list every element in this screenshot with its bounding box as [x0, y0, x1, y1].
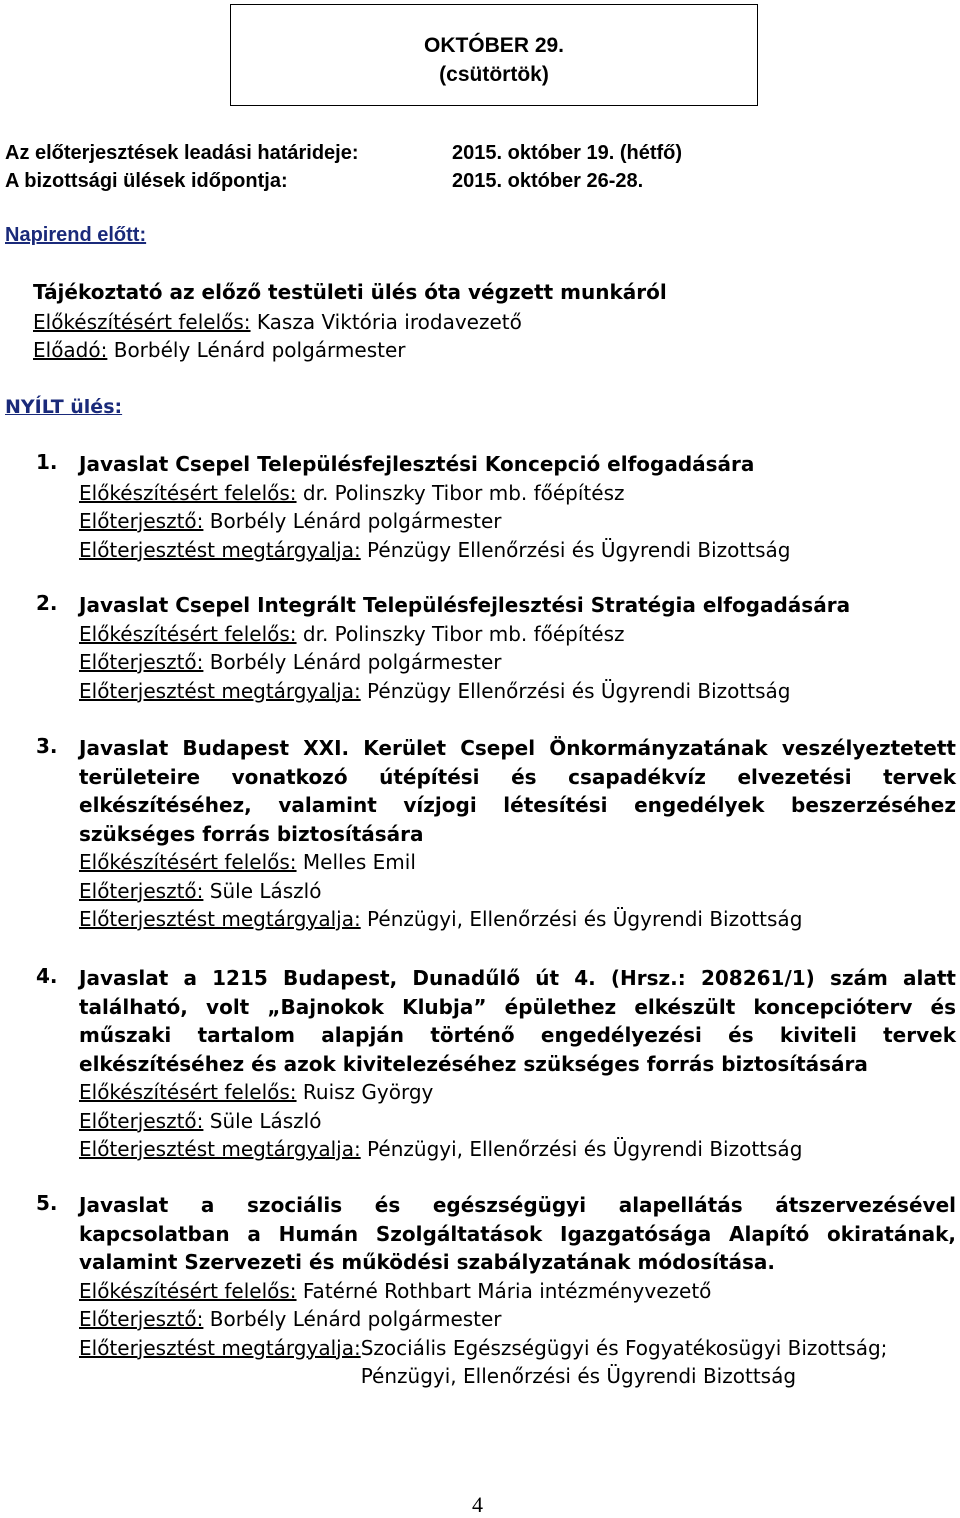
committee-label: Előterjesztést megtárgyalja: — [79, 678, 361, 703]
committee-label: Előterjesztést megtárgyalja: — [79, 907, 361, 931]
agenda-item-4 — [36, 964, 956, 1164]
item-title: Javaslat Csepel Integrált Településfejlesztési Stratégia elfogadására — [79, 593, 851, 617]
deadline-value: 2015. október 26-28. — [452, 170, 644, 192]
submitter-value: Süle László — [203, 878, 322, 903]
deadline-value: 2015. október 19. (hétfő) — [452, 142, 683, 164]
deadline-row-committee — [5, 167, 682, 195]
item-number: 3. — [36, 734, 58, 758]
open-session-heading: NYÍLT ülés: — [5, 396, 123, 418]
prep-value: Fatérné Rothbart Mária intézményvezető — [296, 1278, 712, 1303]
submitter-label: Előterjesztő: — [79, 509, 204, 533]
agenda-item-5 — [36, 1191, 956, 1391]
item-committee — [79, 677, 956, 706]
item-prep — [79, 1277, 956, 1306]
deadline-row-submission — [5, 139, 682, 167]
committee-label: Előterjesztést megtárgyalja: — [79, 1335, 361, 1360]
item-title: Javaslat Budapest XXI. Kerület Csepel Önkormányzatának veszélyeztetett területeire vonatkozó útépítési és csapadékvíz elvezetési tervek elkészítéséhez, valamint vízjogi létesítési engedélyek beszerzéséhez szükséges forrás biztosítására — [79, 736, 956, 846]
item-prep — [79, 1078, 956, 1107]
prep-label: Előkészítésért felelős: — [79, 480, 297, 505]
committee-value: Szociális Egészségügyi és Fogyatékosügyi Bizottság; — [360, 1335, 888, 1360]
committee-label: Előterjesztést megtárgyalja: — [79, 537, 361, 562]
item-number: 2. — [36, 591, 58, 615]
submitter-value: Borbély Lénárd polgármester — [203, 650, 502, 674]
prep-value: Kasza Viktória irodavezető — [250, 310, 522, 334]
item-title: Javaslat a 1215 Budapest, Dunadűlő út 4. (Hrsz.: 208261/1) szám alatt található, volt „Bajnokok Klubja” épülethez elkészült koncepcióterv és műszaki tartalom alapján történő engedélyezési és kiviteli tervek elkészítéséhez és azok kivitelezéséhez szükséges forrás biztosítására — [79, 966, 956, 1076]
pre-agenda-title: Tájékoztató az előző testületi ülés óta végzett munkáról — [33, 280, 667, 304]
item-prep — [79, 620, 956, 649]
prep-value: Melles Emil — [296, 850, 416, 874]
prep-label: Előkészítésért felelős: — [79, 1080, 297, 1104]
date-header-box — [230, 4, 758, 106]
deadline-label: Az előterjesztések leadási határideje: — [5, 142, 359, 164]
item-submitter — [79, 1107, 956, 1136]
item-prep — [79, 479, 956, 508]
deadlines-block — [5, 139, 682, 195]
item-submitter — [79, 877, 956, 906]
committee-label: Előterjesztést megtárgyalja: — [79, 1137, 361, 1161]
agenda-item-1 — [36, 450, 956, 564]
submitter-label: Előterjesztő: — [79, 878, 204, 903]
item-number: 1. — [36, 450, 58, 474]
pre-agenda-prep — [33, 310, 522, 334]
pre-agenda-presenter — [33, 338, 405, 362]
item-submitter — [79, 648, 956, 677]
item-committee — [79, 1135, 956, 1164]
date-header-date: OKTÓBER 29. — [423, 34, 565, 57]
agenda-item-3 — [36, 734, 956, 934]
committee-value: Pénzügyi, Ellenőrzési és Ügyrendi Bizottság — [360, 907, 803, 931]
prep-label: Előkészítésért felelős: — [33, 310, 251, 334]
prep-value: dr. Polinszky Tibor mb. főépítész — [296, 621, 625, 646]
item-submitter — [79, 507, 956, 536]
committee-value: Pénzügy Ellenőrzési és Ügyrendi Bizottság — [360, 678, 791, 703]
item-title: Javaslat a szociális és egészségügyi alapellátás átszervezésével kapcsolatban a Humán Szolgáltatások Igazgatósága Alapító okiratának, valamint Szervezeti és működési szabályzatának módosítása. — [79, 1193, 956, 1274]
submitter-value: Borbély Lénárd polgármester — [203, 509, 502, 533]
committee-value: Pénzügy Ellenőrzési és Ügyrendi Bizottság — [360, 537, 791, 562]
item-submitter — [79, 1305, 956, 1334]
prep-value: dr. Polinszky Tibor mb. főépítész — [296, 480, 625, 505]
presenter-value: Borbély Lénárd polgármester — [107, 338, 406, 362]
item-prep — [79, 848, 956, 877]
page-number: 4 — [472, 1492, 483, 1517]
item-committee — [79, 905, 956, 934]
submitter-value: Süle László — [203, 1108, 322, 1133]
committee-value: Pénzügyi, Ellenőrzési és Ügyrendi Bizottság — [360, 1364, 797, 1388]
item-committee — [79, 1334, 956, 1391]
date-header-weekday: (csütörtök) — [439, 63, 549, 86]
deadline-label: A bizottsági ülések időpontja: — [5, 170, 288, 192]
pre-agenda-heading: Napirend előtt: — [5, 224, 147, 246]
item-number: 4. — [36, 964, 58, 988]
item-title: Javaslat Csepel Településfejlesztési Koncepció elfogadására — [79, 452, 755, 476]
prep-label: Előkészítésért felelős: — [79, 621, 297, 646]
item-committee — [79, 536, 956, 565]
submitter-value: Borbély Lénárd polgármester — [203, 1307, 502, 1331]
presenter-label: Előadó: — [33, 338, 108, 362]
committee-value: Pénzügyi, Ellenőrzési és Ügyrendi Bizottság — [360, 1137, 803, 1161]
prep-value: Ruisz György — [296, 1080, 434, 1104]
prep-label: Előkészítésért felelős: — [79, 1278, 297, 1303]
submitter-label: Előterjesztő: — [79, 650, 204, 674]
submitter-label: Előterjesztő: — [79, 1307, 204, 1331]
submitter-label: Előterjesztő: — [79, 1108, 204, 1133]
prep-label: Előkészítésért felelős: — [79, 850, 297, 874]
item-number: 5. — [36, 1191, 58, 1215]
agenda-item-2 — [36, 591, 956, 705]
